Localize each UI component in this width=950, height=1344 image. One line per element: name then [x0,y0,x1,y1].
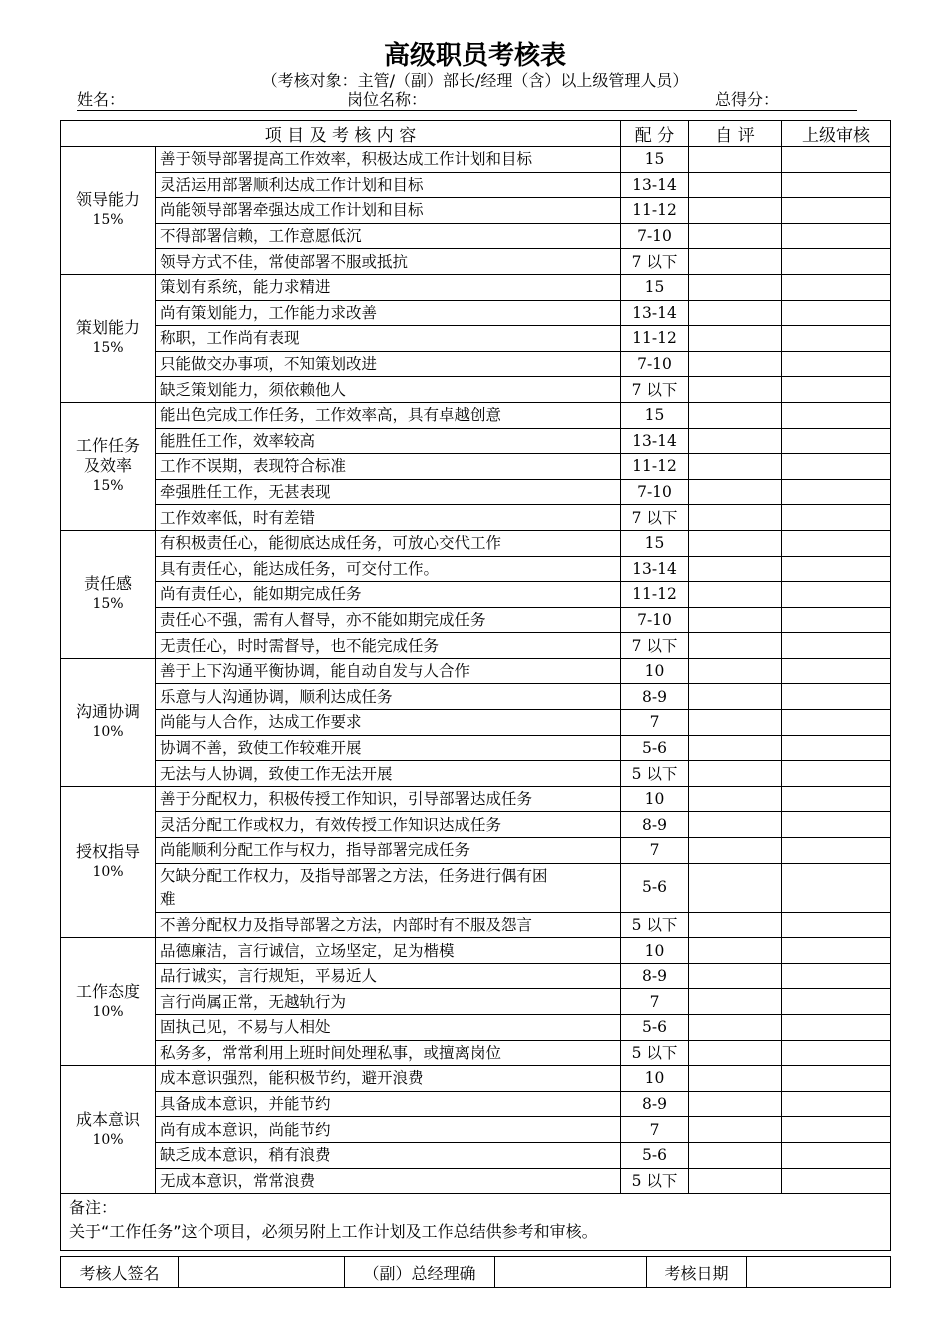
table-row [61,761,891,787]
self-eval-cell[interactable] [689,1168,782,1194]
header-superior-review: 上级审核 [782,121,891,147]
assessment-date-label: 考核日期 [647,1257,747,1288]
score-range: 8-9 [621,684,689,710]
table-row [61,735,891,761]
criteria-description [156,582,621,608]
superior-review-cell[interactable] [782,172,891,198]
category-name-line2: 及效率 [83,456,132,476]
self-eval-cell[interactable] [689,938,782,964]
score-range: 5-6 [621,863,689,912]
self-eval-cell[interactable] [689,1117,782,1143]
criteria-text: 成本意识强烈，能积极节约，避开浪费 [160,1069,424,1088]
score-range: 7 以下 [621,377,689,403]
category-weight: 15% [92,212,124,229]
category-cell [61,658,156,786]
superior-review-cell[interactable] [782,912,891,938]
criteria-text: 尚有责任心，能如期完成任务 [160,585,362,604]
score-range: 10 [621,938,689,964]
self-eval-cell[interactable] [689,963,782,989]
self-eval-cell[interactable] [689,198,782,224]
score-range: 5 以下 [621,761,689,787]
criteria-text: 尚有策划能力，工作能力求改善 [160,303,378,322]
score-range: 7-10 [621,223,689,249]
category-weight: 10% [92,1131,124,1148]
score-range: 10 [621,658,689,684]
criteria-text: 善于分配权力，积极传授工作知识，引导部署达成任务 [160,790,533,809]
criteria-text: 协调不善，致使工作较难开展 [160,738,362,757]
table-row [61,274,891,300]
criteria-text: 责任心不强，需有人督导，亦不能如期完成任务 [160,610,486,629]
self-eval-cell[interactable] [689,812,782,838]
score-range: 11-12 [621,198,689,224]
superior-review-cell[interactable] [782,505,891,531]
name-label: 姓名： [77,90,126,109]
superior-review-cell[interactable] [782,479,891,505]
self-eval-cell[interactable] [689,786,782,812]
superior-review-cell[interactable] [782,633,891,659]
category-weight: 15% [92,596,124,613]
score-range: 11-12 [621,454,689,480]
table-row [61,838,891,864]
table-row [61,607,891,633]
criteria-description [156,658,621,684]
category-cell [61,147,156,275]
superior-review-cell[interactable] [782,530,891,556]
score-range: 7 以下 [621,505,689,531]
table-row [61,249,891,275]
criteria-text: 工作效率低，时有差错 [160,508,316,527]
score-range: 7-10 [621,607,689,633]
self-eval-cell[interactable] [689,989,782,1015]
criteria-text: 领导方式不佳，常使部署不服或抵抗 [160,252,409,271]
criteria-text: 无责任心，时时需督导，也不能完成任务 [160,636,440,655]
criteria-description [156,172,621,198]
criteria-description [156,300,621,326]
score-range: 11-12 [621,326,689,352]
criteria-text: 策划有系统，能力求精进 [160,278,331,297]
self-eval-cell[interactable] [689,658,782,684]
table-row [61,326,891,352]
criteria-text: 尚能与人合作，达成工作要求 [160,713,362,732]
score-range: 5-6 [621,1142,689,1168]
criteria-text: 尚能领导部署牵强达成工作计划和目标 [160,201,424,220]
criteria-description [156,1040,621,1066]
score-range: 13-14 [621,556,689,582]
self-eval-cell[interactable] [689,556,782,582]
table-row [61,1015,891,1041]
superior-review-cell[interactable] [782,300,891,326]
self-eval-cell[interactable] [689,633,782,659]
assessor-signature-label: 考核人签名 [61,1257,179,1288]
criteria-description [156,428,621,454]
category-name: 授权指导 [75,842,140,862]
criteria-text: 善于上下沟通平衡协调，能自动自发与人合作 [160,662,471,681]
self-eval-cell[interactable] [689,147,782,173]
score-range: 8-9 [621,812,689,838]
notes-row [61,1194,891,1251]
criteria-description [156,684,621,710]
table-row [61,710,891,736]
score-range: 8-9 [621,963,689,989]
superior-review-cell[interactable] [782,556,891,582]
table-row [61,786,891,812]
superior-review-cell[interactable] [782,1117,891,1143]
superior-review-cell[interactable] [782,607,891,633]
self-eval-cell[interactable] [689,1015,782,1041]
header-items: 项 目 及 考 核 内 容 [61,121,621,147]
criteria-description [156,556,621,582]
superior-review-cell[interactable] [782,761,891,787]
criteria-description [156,1066,621,1092]
table-row [61,1091,891,1117]
criteria-text: 工作不误期，表现符合标准 [160,457,347,476]
score-range: 10 [621,1066,689,1092]
superior-review-cell[interactable] [782,938,891,964]
criteria-description [156,838,621,864]
criteria-description [156,274,621,300]
criteria-description [156,938,621,964]
criteria-text: 无成本意识，常常浪费 [160,1171,316,1190]
table-row [61,198,891,224]
table-row [61,684,891,710]
self-eval-cell[interactable] [689,377,782,403]
position-label: 岗位名称： [347,90,428,109]
assessment-date-field[interactable] [747,1257,891,1288]
table-row [61,863,891,912]
table-row [61,633,891,659]
criteria-description [156,530,621,556]
self-eval-cell[interactable] [689,530,782,556]
superior-review-cell[interactable] [782,735,891,761]
superior-review-cell[interactable] [782,1091,891,1117]
category-name: 沟通协调 [75,702,140,722]
criteria-text: 牵强胜任工作，无甚表现 [160,483,331,502]
category-cell [61,274,156,402]
category-cell [61,402,156,530]
self-eval-cell[interactable] [689,863,782,912]
superior-review-cell[interactable] [782,198,891,224]
criteria-description [156,912,621,938]
superior-review-cell[interactable] [782,684,891,710]
score-range: 7 [621,989,689,1015]
self-eval-cell[interactable] [689,1091,782,1117]
criteria-text: 私务多，常常利用上班时间处理私事，或擅离岗位 [160,1043,502,1062]
table-row [61,377,891,403]
header-score: 配 分 [621,121,689,147]
table-row [61,912,891,938]
criteria-text: 欠缺分配工作权力，及指导部署之方法，任务进行偶有困 [160,866,548,885]
criteria-text: 能胜任工作，效率较高 [160,431,316,450]
criteria-description [156,963,621,989]
category-name: 领导能力 [75,190,140,210]
self-eval-cell[interactable] [689,454,782,480]
criteria-description [156,735,621,761]
superior-review-cell[interactable] [782,377,891,403]
score-range: 15 [621,147,689,173]
criteria-description [156,1117,621,1143]
criteria-text: 称职，工作尚有表现 [160,329,300,348]
self-eval-cell[interactable] [689,684,782,710]
criteria-text: 缺乏策划能力，须依赖他人 [160,380,347,399]
criteria-description [156,223,621,249]
criteria-text: 品行诚实，言行规矩，平易近人 [160,967,378,986]
score-range: 11-12 [621,582,689,608]
self-eval-cell[interactable] [689,582,782,608]
score-range: 7 以下 [621,633,689,659]
category-cell [61,786,156,937]
criteria-description [156,761,621,787]
page-subtitle: （考核对象：主管/（副）部长/经理（含）以上级管理人员） [261,71,689,90]
criteria-text: 灵活分配工作或权力，有效传授工作知识达成任务 [160,815,502,834]
superior-review-cell[interactable] [782,1142,891,1168]
superior-review-cell[interactable] [782,274,891,300]
header-self-eval: 自 评 [689,121,782,147]
criteria-text: 乐意与人沟通协调，顺利达成任务 [160,687,393,706]
criteria-text: 无法与人协调，致使工作无法开展 [160,764,393,783]
category-weight: 10% [92,1003,124,1020]
table-row [61,479,891,505]
table-row [61,351,891,377]
score-range: 5-6 [621,1015,689,1041]
criteria-description [156,326,621,352]
criteria-description [156,812,621,838]
criteria-description [156,377,621,403]
table-row [61,812,891,838]
superior-review-cell[interactable] [782,710,891,736]
signature-table [60,1256,891,1288]
superior-review-cell[interactable] [782,351,891,377]
table-row [61,658,891,684]
table-row [61,300,891,326]
criteria-text: 具备成本意识，并能节约 [160,1095,331,1114]
table-row [61,1066,891,1092]
criteria-description [156,479,621,505]
superior-review-cell[interactable] [782,1066,891,1092]
score-range: 7 以下 [621,249,689,275]
self-eval-cell[interactable] [689,1142,782,1168]
category-name: 工作任务 [75,436,140,456]
table-row [61,582,891,608]
table-row [61,1142,891,1168]
page-title: 高级职员考核表 [383,41,566,71]
category-weight: 15% [92,340,124,357]
info-line [77,90,857,111]
score-range: 5 以下 [621,1040,689,1066]
score-range: 5 以下 [621,1168,689,1194]
table-row [61,938,891,964]
self-eval-cell[interactable] [689,351,782,377]
category-name: 成本意识 [75,1109,140,1129]
table-row [61,1040,891,1066]
category-name: 工作态度 [75,981,140,1001]
table-row [61,530,891,556]
notes-cell [61,1194,891,1251]
criteria-description [156,633,621,659]
superior-review-cell[interactable] [782,402,891,428]
self-eval-cell[interactable] [689,1066,782,1092]
self-eval-cell[interactable] [689,838,782,864]
self-eval-cell[interactable] [689,223,782,249]
category-cell [61,1066,156,1194]
score-range: 15 [621,402,689,428]
table-row [61,989,891,1015]
score-range: 10 [621,786,689,812]
category-cell [61,530,156,658]
self-eval-cell[interactable] [689,428,782,454]
superior-review-cell[interactable] [782,454,891,480]
superior-review-cell[interactable] [782,1015,891,1041]
self-eval-cell[interactable] [689,172,782,198]
superior-review-cell[interactable] [782,812,891,838]
assessor-signature-field[interactable] [179,1257,345,1288]
criteria-description [156,1091,621,1117]
category-weight: 15% [92,478,124,495]
criteria-description [156,402,621,428]
superior-review-cell[interactable] [782,582,891,608]
score-range: 7 [621,838,689,864]
self-eval-cell[interactable] [689,1040,782,1066]
gm-confirm-field[interactable] [495,1257,647,1288]
category-cell [61,938,156,1066]
criteria-description [156,1015,621,1041]
criteria-description [156,989,621,1015]
self-eval-cell[interactable] [689,607,782,633]
criteria-text: 品德廉洁，言行诚信，立场坚定，足为楷模 [160,941,455,960]
self-eval-cell[interactable] [689,505,782,531]
superior-review-cell[interactable] [782,963,891,989]
criteria-description [156,786,621,812]
table-row [61,963,891,989]
category-name: 策划能力 [75,318,140,338]
criteria-text: 能出色完成工作任务，工作效率高，具有卓越创意 [160,406,502,425]
criteria-text: 固执己见，不易与人相处 [160,1018,331,1037]
criteria-text: 言行尚属正常，无越轨行为 [160,992,347,1011]
self-eval-cell[interactable] [689,710,782,736]
criteria-text: 尚有成本意识，尚能节约 [160,1120,331,1139]
criteria-text: 尚能顺利分配工作与权力，指导部署完成任务 [160,841,471,860]
table-row [61,505,891,531]
score-range: 15 [621,274,689,300]
criteria-text: 只能做交办事项，不知策划改进 [160,355,378,374]
table-row [61,172,891,198]
criteria-text: 不得部署信赖，工作意愿低沉 [160,227,362,246]
criteria-description [156,1142,621,1168]
self-eval-cell[interactable] [689,300,782,326]
score-range: 13-14 [621,172,689,198]
superior-review-cell[interactable] [782,838,891,864]
score-range: 15 [621,530,689,556]
criteria-text: 善于领导部署提高工作效率，积极达成工作计划和目标 [160,150,533,169]
superior-review-cell[interactable] [782,223,891,249]
criteria-description [156,505,621,531]
criteria-description [156,710,621,736]
criteria-text: 不善分配权力及指导部署之方法，内部时有不服及怨言 [160,915,533,934]
superior-review-cell[interactable] [782,863,891,912]
score-range: 7-10 [621,351,689,377]
self-eval-cell[interactable] [689,402,782,428]
self-eval-cell[interactable] [689,479,782,505]
superior-review-cell[interactable] [782,786,891,812]
score-range: 13-14 [621,300,689,326]
criteria-description [156,454,621,480]
notes-label: 备注： [69,1198,118,1218]
score-range: 13-14 [621,428,689,454]
category-weight: 10% [92,724,124,741]
table-header [61,121,891,147]
score-range: 8-9 [621,1091,689,1117]
criteria-description [156,607,621,633]
self-eval-cell[interactable] [689,249,782,275]
criteria-description [156,351,621,377]
table-row [61,454,891,480]
category-weight: 10% [92,864,124,881]
self-eval-cell[interactable] [689,761,782,787]
self-eval-cell[interactable] [689,326,782,352]
score-range: 7 [621,1117,689,1143]
table-row [61,428,891,454]
assessment-table [60,120,891,1251]
score-range: 5-6 [621,735,689,761]
criteria-text: 缺乏成本意识，稍有浪费 [160,1146,331,1165]
criteria-description [156,1168,621,1194]
score-range: 7 [621,710,689,736]
score-range: 7-10 [621,479,689,505]
score-range: 5 以下 [621,912,689,938]
superior-review-cell[interactable] [782,989,891,1015]
criteria-description [156,249,621,275]
criteria-description [156,863,621,912]
criteria-description [156,147,621,173]
superior-review-cell[interactable] [782,1040,891,1066]
table-row [61,1168,891,1194]
table-row [61,402,891,428]
self-eval-cell[interactable] [689,735,782,761]
self-eval-cell[interactable] [689,274,782,300]
criteria-text: 有积极责任心，能彻底达成任务，可放心交代工作 [160,534,502,553]
superior-review-cell[interactable] [782,147,891,173]
superior-review-cell[interactable] [782,326,891,352]
table-row [61,223,891,249]
table-row [61,1117,891,1143]
notes-text: 关于“工作任务”这个项目，必须另附上工作计划及工作总结供参考和审核。 [69,1222,598,1242]
superior-review-cell[interactable] [782,1168,891,1194]
superior-review-cell[interactable] [782,249,891,275]
criteria-text: 具有责任心，能达成任务，可交付工作。 [160,559,440,578]
superior-review-cell[interactable] [782,658,891,684]
superior-review-cell[interactable] [782,428,891,454]
table-row [61,556,891,582]
gm-confirm-label: （副）总经理确 [345,1257,495,1288]
total-score-label: 总得分： [715,90,780,109]
self-eval-cell[interactable] [689,912,782,938]
criteria-description [156,198,621,224]
category-name: 责任感 [83,574,132,594]
criteria-text: 灵活运用部署顺利达成工作计划和目标 [160,175,424,194]
criteria-text-line2: 难 [160,889,176,908]
table-row [61,147,891,173]
